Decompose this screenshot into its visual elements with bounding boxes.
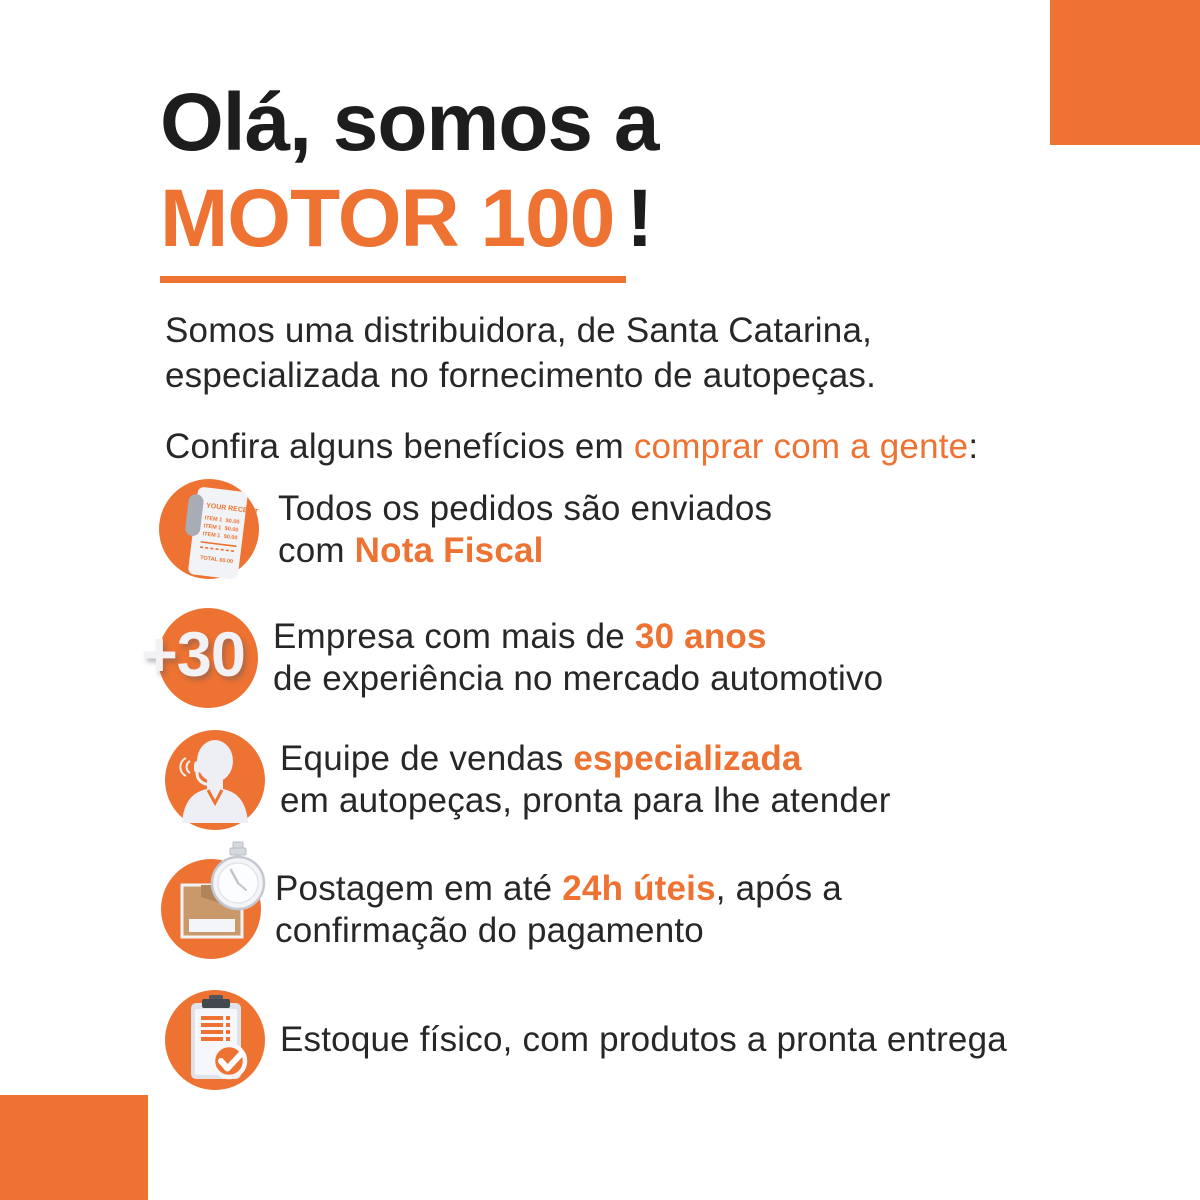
- benefits-heading-highlight: comprar com a gente: [633, 427, 969, 466]
- benefit-line: [280, 780, 891, 822]
- benefit-line: [275, 868, 842, 910]
- headset-mic: [211, 782, 220, 789]
- benefits-heading-pre: Confira alguns benefícios em: [165, 427, 634, 466]
- receipt-item-amount: $0.00: [224, 525, 239, 534]
- benefit-line-text: Todos os pedidos são enviados: [278, 489, 773, 528]
- benefit-line-highlight: 30 anos: [634, 617, 767, 656]
- agent-head: [197, 740, 233, 782]
- clipboard-clip: [202, 999, 230, 1008]
- package-label: [189, 919, 235, 932]
- benefit-row-equipe: [165, 730, 891, 830]
- stopwatch-button: [233, 842, 243, 848]
- greeting-title: Olá, somos a: [160, 77, 659, 168]
- check-badge-circle: [213, 1045, 245, 1077]
- benefit-line-text: com: [278, 531, 355, 570]
- benefit-text: [278, 488, 772, 572]
- checklist-dot: [226, 1037, 230, 1041]
- benefit-line-text: de experiência no mercado automotivo: [273, 659, 884, 698]
- receipt-total-text: TOTAL $0.00: [199, 555, 234, 566]
- title-block: [160, 77, 659, 264]
- benefit-text: [280, 1019, 1007, 1061]
- receipt-item-label: ITEM 1: [204, 515, 223, 524]
- benefit-line-text: Postagem em até: [275, 869, 563, 908]
- benefit-line-highlight: especializada: [573, 739, 802, 778]
- clipboard-check-icon: [165, 990, 265, 1090]
- benefit-text: [280, 738, 891, 822]
- benefit-text: [273, 616, 883, 700]
- benefit-line-text: , após a: [715, 869, 842, 908]
- benefit-row-30-anos: [141, 608, 884, 708]
- benefit-row-nota-fiscal: [163, 480, 772, 580]
- receipt-item-amount: $0.00: [225, 517, 240, 526]
- package-stopwatch-icon: [160, 860, 260, 960]
- benefit-row-postagem: [160, 860, 842, 960]
- exclamation-mark: !: [626, 173, 653, 264]
- checklist-dot: [226, 1023, 230, 1027]
- benefit-line-highlight: 24h úteis: [562, 869, 716, 908]
- benefit-line-text: confirmação do pagamento: [275, 911, 704, 950]
- benefit-line-highlight: Nota Fiscal: [354, 531, 544, 570]
- top-right-accent-square: [1050, 0, 1200, 145]
- experience-badge-icon: [141, 608, 258, 708]
- receipt-title-text: YOUR RECEIPT: [205, 502, 259, 516]
- benefit-line-text: Equipe de vendas: [280, 739, 574, 778]
- benefit-line: [280, 1019, 1007, 1061]
- receipt-item-label: ITEM 1: [203, 523, 222, 532]
- checklist-line: [201, 1037, 223, 1041]
- receipt-item-label: ITEM 1: [202, 531, 221, 540]
- intro-line-2: especializada no fornecimento de autopeças.: [165, 355, 877, 395]
- benefit-line-text: Estoque físico, com produtos a pronta entrega: [280, 1020, 1007, 1059]
- badge-text: +30: [141, 620, 245, 691]
- checklist-line: [201, 1023, 223, 1027]
- stopwatch-crown: [230, 848, 246, 855]
- checklist-line: [201, 1030, 223, 1034]
- brand-name: MOTOR 100: [160, 173, 626, 283]
- support-agent-icon: [165, 730, 265, 830]
- checklist-dot: [226, 1016, 230, 1020]
- benefit-line: [278, 488, 772, 530]
- benefits-heading-post: :: [968, 427, 979, 466]
- benefit-line: [273, 616, 883, 658]
- bottom-left-accent-square: [0, 1095, 148, 1200]
- benefit-text: [275, 868, 842, 952]
- benefit-line-text: em autopeças, pronta para lhe atender: [280, 781, 891, 820]
- checklist-line: [201, 1016, 223, 1020]
- benefit-line: [275, 910, 842, 952]
- intro-paragraph: [165, 309, 876, 399]
- benefit-line: [273, 658, 883, 700]
- benefit-line: [278, 530, 772, 572]
- benefits-heading: [165, 427, 978, 467]
- benefit-line-text: Empresa com mais de: [273, 617, 635, 656]
- headset-earpiece: [194, 761, 201, 773]
- benefit-row-estoque: [165, 990, 1007, 1090]
- benefit-line: [280, 738, 891, 780]
- intro-line-1: Somos uma distribuidora, de Santa Catarina,: [165, 311, 873, 350]
- receipt-item-amount: $0.00: [223, 533, 238, 542]
- brand-title: [160, 173, 658, 264]
- receipt-icon: [163, 480, 263, 580]
- checklist-dot: [226, 1030, 230, 1034]
